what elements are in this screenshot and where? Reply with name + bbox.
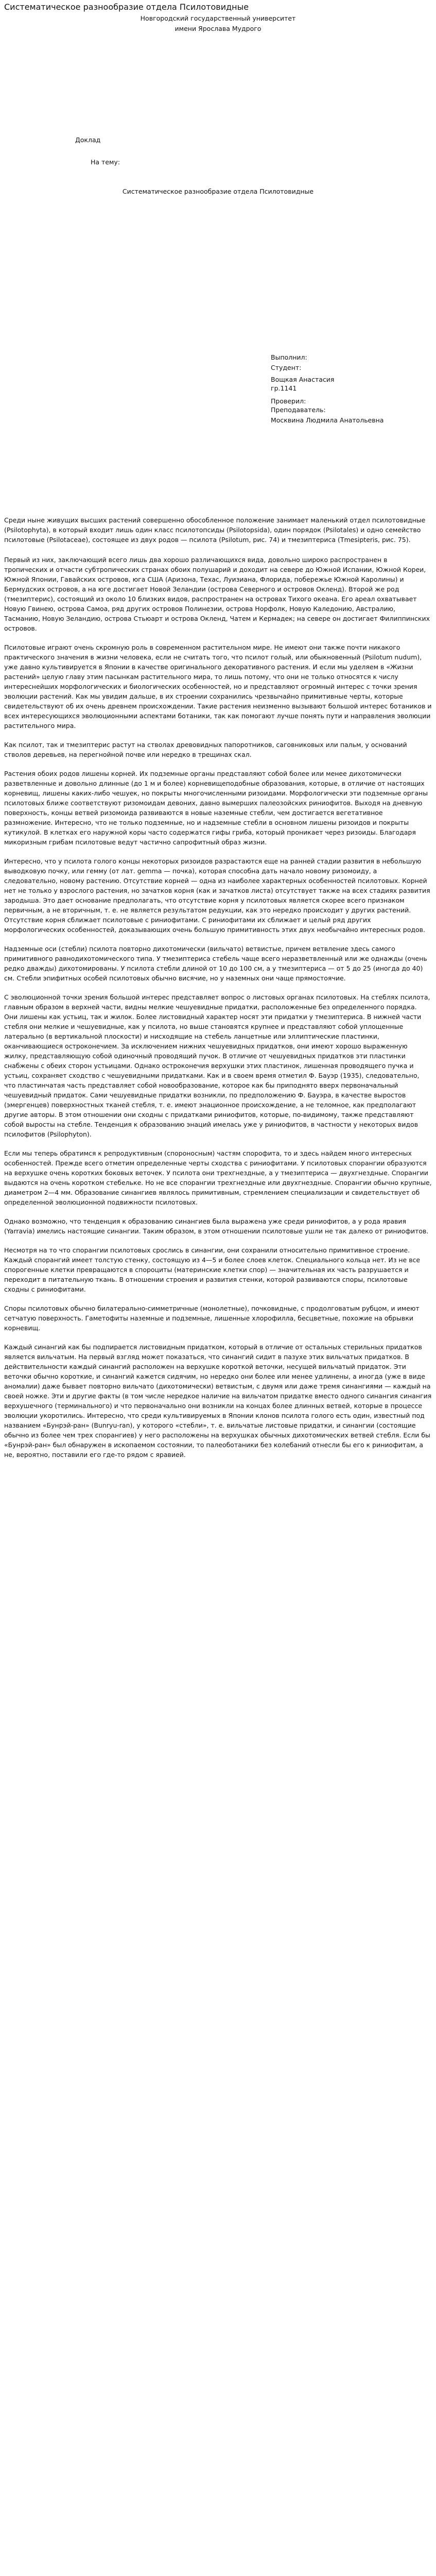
paragraph: Каждый синангий как бы подпирается листовидным придатком, который в отличие от остальных стерильных придатков является вильчатым. На первый взгляд может показаться, что синангий сидит в пазухе этих вильчатых придатков. В действительности каждый синангий расположен на верхушке короткой веточки, несущей вильчатый придаток. Эти веточки обычно короткие, и синангий кажется сидячим, но нередко они более или менее удлинены, а иногда (уже в виде аномалии) даже бывает повторно вильчато (дихотомически) ветвистым, с двумя или даже тремя синангиями — каждый на своей ножке. Эти и другие факты (в том числе нередкое наличие на вильчатом придатке вместо одного синангия синангия верхушечного (терминального) и что первоначально они возникли на концах более длинных ветвей, которые в процессе эволюции укоротились. Интересно, что среди культивируемых в Японии клонов псилота голого есть один, известный под названием «Бунрэй-ран» (Bunryu-ran), у которого «стебли», т. е. вильчатые листовые придатки, и синангии (состоящие обычно из более чем трех спорангиев) у него расположены на верхушках обычных дихотомических ветвей стебля. Если бы «Бунрэй-ран» был обнаружен в ископаемом состоянии, то палеоботаники без колебаний отнесли бы его к риниофитам, а не, вероятно, поставили его где-то рядом с яравией. — [4, 1343, 432, 1459]
report-topic: Систематическое разнообразие отдела Псилотовидные — [122, 188, 314, 195]
teacher-label: Преподаватель: — [271, 406, 326, 414]
paragraph: Интересно, что у псилота голого концы некоторых ризоидов разрастаются еще на ранней стадии развития в небольшую выводковую почку, или гемму (от лат. gemma — почка), которая способна дать начало новому ризомоиду, а следовательно, новому растению. Отсутствие корней — одна из наиболее характерных особенностей псилотовых. Корней нет не только у взрослого растения, но зачатков корня (как и зачатков листа) отсутствует также на всех стадиях развития зародыша. Это дает основание предполагать, что отсутствие корня у псилотовых является скорее всего признаком первичным, а не вторичным, т. е. не является результатом редукции, как это нередко происходит у других растений. Отсутствие корня сближает псилотовые с риниофитами. С риниофитами их сближает и целый ряд других морфологических особенностей, доказывающих очень большую примитивность этих двух необычайно интересных родов. — [4, 857, 430, 934]
teacher-name: Москвина Людмила Анатольевна — [271, 416, 384, 424]
paragraph: С эволюционной точки зрения большой интерес представляет вопрос о листовых органах псилотовых. На стеблях псилота, главным образом в верхней части, видны мелкие чешуевидные придатки, расположенные без определенного порядка. Они лишены как устьиц, так и жилок. Более листовидный характер носят эти придатки у тмезиптериса. В нижней части стебля они мелкие и чешуевидные, как у псилота, но выше становятся крупнее и представляют собой уплощенные латерально (в вертикальной плоскости) и нисходящие на стебель ланцетные или эллиптические пластинки, оканчивающиеся остроконечием. За исключением нижних чешуевидных придатков, они имеют хорошо выраженную жилку, представляющую собой одиночный проводящий пучок. В отличие от чешуевидных придатков эти пластинки снабжены с обеих сторон устьицами. Однако остроконечия верхушки этих пластинок, лишенная проводящего пучка и устьиц, сохраняет сходство с чешуевидными придатками. Как и в своем время отметил Ф. Бауэр (1935), следовательно, что пластинчатая часть представляет собой новообразование, которое как бы приподнято вверх первоначальный чешуевидный придаток. Сами чешуевидные придатки возникли, по предположению Ф. Бауэра, в качестве выростов (эмергенцев) поверхностных тканей стебля, т. е. имеют энационное происхождение, а не теломное, как предполагают другие авторы. В этом отношении они сходны с придатками риниофитов, которые, по-видимому, также представляют собой выросты на стебле. Тенденция к образованию энаций имелась уже у риниофитов, в частности у некоторых видов псилофитов (Psilophyton). — [4, 993, 430, 1138]
student-name: Вощкая Анастасия — [271, 376, 335, 383]
paragraph: Если мы теперь обратимся к репродуктивным (спороносным) частям спорофита, то и здесь найдем много интересных особенностей. Прежде всего отметим определенные черты сходства с риниофитами. У псилотовых спорангии образуются на верхушке очень коротких боковых веточек. У псилота они трехгнездные, а у тмезиптериса — двухгнездные. Спорангии выдаются на очень коротком стебельке. Но не все спорангии трехгнездные или двухгнездные. Спорангии обычно крупные, диаметром 2—4 мм. Образование синангиев являлось примитивным, стремлением специализации и свидетельствует об определенной эволюционной подвижности псилотовых. — [4, 1149, 432, 1206]
paragraph: Среди ныне живущих высших растений совершенно обособленное положение занимает маленький отдел псилотовидные (Psilotophyta), в который входит лишь один класс псилотопсиды (Psilotopsida), один порядок (Psilotales) и одно семейство псилотовые (Psilotaceae), состоящее из двух родов — псилота (Psilotum, рис. 74) и тмезиптериса (Tmesipteris, рис. 75). — [4, 516, 426, 544]
paragraph: Однако возможно, что тенденция к образованию синангиев была выражена уже среди риниофитов, а у рода яравия (Yarravia) имелись настоящие синангии. Таким образом, в этом отношении псилотовые ушли не так далеко от риниофитов. — [4, 1217, 429, 1235]
paragraph: Псилотовые играют очень скромную роль в современном растительном мире. Не имеют они также почти никакого практического значения в жизни человека, если не считать того, что псилот голый, или обыкновенный (Psilotum nudum), уже давно культивируется в Японии в качестве оригинального декоративного растения. И если мы уделяем в «Жизни растений» целую главу этим пасынкам растительного мира, то лишь потому, что они не только относятся к числу интереснейших морфологических и биологических особенностей, но и представляют огромный интерес с точки зрения эволюции растений. Как мы увидим дальше, в их строении сохранились чрезвычайно примитивные черты, которые свидетельствуют об их очень древнем происхождении. Такие растения неизменно вызывают большой интерес ботаников и всех интересующихся эволюционными аспектами ботаники, так как помогают лучше понять пути и направления эволюции растительного мира. — [4, 643, 432, 730]
document-body — [4, 515, 432, 1469]
university-line: Новгородский государственный университет — [140, 14, 296, 22]
paragraph: Споры псилотовых обычно билатерально-симметричные (монолетные), почковидные, с продолговатым рубцом, и имеют сетчатую поверхность. Гаметофиты наземные и подземные, лишенные хлорофилла, бесцветные, похожие на обрывки корневищ. — [4, 1304, 420, 1332]
report-label: Доклад — [75, 136, 101, 144]
student-group: гр.1141 — [271, 384, 297, 392]
paragraph: Растения обоих родов лишены корней. Их подземные органы представляют собой более или менее дихотомически разветвленные и довольно длинные (до 1 м и более) корневищеподобные образования, которые, в отличие от настоящих корневищ, лишены каких-либо чешуек, но покрыты многочисленными ризоидами. Морфологически эти подземные органы псилотовых ближе соответствуют ризомоидам девоних, давно вымерших палеозойских риниофитов. Выходя на дневную поверхность, концы ветвей ризомоида развиваются в новые наземные стебли, чем достигается вегетативное размножение. Интересно, что не только подземные, но и надземные стебли в основном лишены ризоидов и покрыты кутикулой. В клетках его наружной коры часто содержатся гифы гриба, который проникает через ризоиды. Благодаря микоризным грибам псилотовые ведут частично сапрофитный образ жизни. — [4, 770, 428, 846]
paragraph: Как псилот, так и тмезиптерис растут на стволах древовидных папоротников, саговниковых или пальм, у оснований стволов деревьев, на перегнойной почве или нередко в трещинах скал. — [4, 741, 407, 758]
student-label: Студент: — [271, 364, 302, 371]
on-topic-label: На тему: — [91, 158, 120, 166]
paragraph: Первый из них, заключающий всего лишь два хорошо различающихся вида, довольно широко распространен в тропических и отчасти субтропических странах обоих полушарий и доходит на севере до Южной Испании, Южной Кореи, Южной Японии, Гавайских островов, юга США (Аризона, Техас, Луизиана, Флорида, побережье Южной Каролины) и Бермудских островов, а на юге достигает Новой Зеландии (острова Северного и островов Окленд). Второй же род (тмезиптерис), состоящий из около 10 близких видов, распространен на островах Тихого океана. Его ареал охватывает Новую Гвинею, острова Самоа, ряд других островов Полинезии, острова Норфолк, Новую Каледонию, Австралию, Тасманию, Новую Зеландию, острова Стьюарт и острова Окленд, Чатем и Кермадек; на севере он достигает Филиппинских островов. — [4, 556, 430, 632]
checked-label: Проверил: — [271, 397, 306, 405]
paragraph: Несмотря на то что спорангии псилотовых срослись в синангии, они сохранили относительно примитивное строение. Каждый спорангий имеет толстую стенку, состоящую из 4—5 и более слоев клеток. Специального кольца нет. Из не все спорогенные клетки превращаются в спороциты (материнские клетки спор) — значительная их часть разрушается и переходит в питательную ткань. В отношении строения и развития стенки, которой развиваются споры, псилотовые сходны с риниофитами. — [4, 1246, 421, 1293]
done-by-label: Выполнил: — [271, 353, 307, 361]
university-name-line: имени Ярослава Мудрого — [175, 25, 261, 32]
paragraph: Надземные оси (стебли) псилота повторно дихотомически (вильчато) ветвистые, причем ветвление здесь самого примитивного равнодихотомического типа. У тмезиптериса стебель чаще всего неразветвленный или же однажды (очень редко дважды) дихотомированы. У псилота стебли длиной от 10 до 100 см, а у тмезиптериса — от 5 до 25 (иногда до 40) см. Стебли эпифитных особей псилотовых обычно висячие, но у наземных они чаще прямостоячие. — [4, 945, 427, 982]
document-title: Систематическое разнообразие отдела Псилотовидные — [4, 2, 249, 12]
